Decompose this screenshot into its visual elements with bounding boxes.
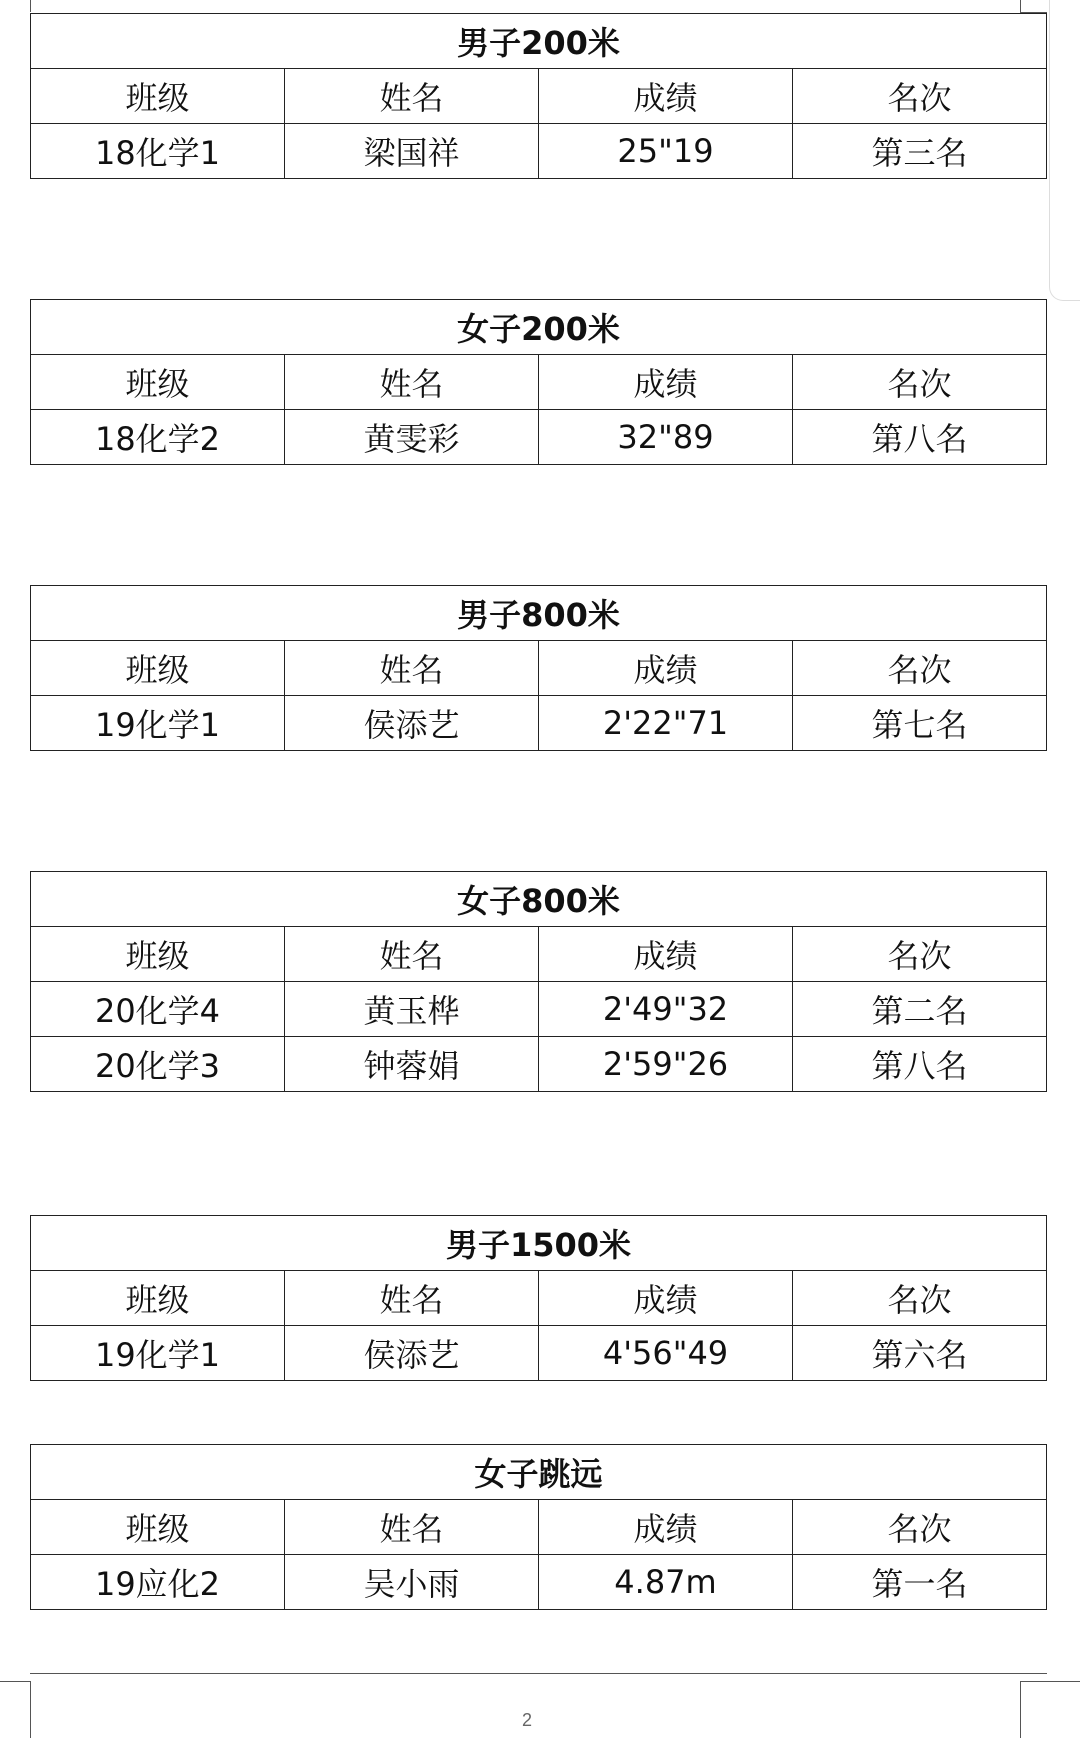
table-header-row xyxy=(31,1500,1047,1555)
header-name: 姓名 xyxy=(285,1500,539,1555)
table-title-row xyxy=(31,586,1047,641)
table-header-row xyxy=(31,927,1047,982)
header-result: 成绩 xyxy=(539,355,793,410)
cell-name: 黄玉桦 xyxy=(285,982,539,1037)
page-number: 2 xyxy=(521,1710,532,1730)
header-result: 成绩 xyxy=(539,1500,793,1555)
cell-class: 20化学3 xyxy=(31,1037,285,1092)
table-row xyxy=(31,1326,1047,1381)
table-title-row xyxy=(31,1445,1047,1500)
table-row xyxy=(31,1555,1047,1610)
table-title-row xyxy=(31,1216,1047,1271)
table-header-row xyxy=(31,355,1047,410)
event-title: 女子800米 xyxy=(31,872,1047,927)
cell-rank: 第三名 xyxy=(793,124,1047,179)
cell-rank: 第八名 xyxy=(793,410,1047,465)
cell-result: 2'22"71 xyxy=(539,696,793,751)
header-rank: 名次 xyxy=(793,1271,1047,1326)
header-result: 成绩 xyxy=(539,641,793,696)
cell-name: 侯添艺 xyxy=(285,1326,539,1381)
cell-rank: 第八名 xyxy=(793,1037,1047,1092)
cell-class: 20化学4 xyxy=(31,982,285,1037)
table-row xyxy=(31,1037,1047,1092)
table-row xyxy=(31,410,1047,465)
header-rank: 名次 xyxy=(793,1500,1047,1555)
cell-class: 19化学1 xyxy=(31,696,285,751)
cell-rank: 第二名 xyxy=(793,982,1047,1037)
table-header-row xyxy=(31,1271,1047,1326)
header-result: 成绩 xyxy=(539,69,793,124)
page-boundary-line xyxy=(30,1673,1047,1674)
results-table-womens-long-jump xyxy=(30,1444,1047,1610)
cell-result: 32"89 xyxy=(539,410,793,465)
cell-result: 2'49"32 xyxy=(539,982,793,1037)
cell-result: 2'59"26 xyxy=(539,1037,793,1092)
header-name: 姓名 xyxy=(285,927,539,982)
header-name: 姓名 xyxy=(285,641,539,696)
cell-rank: 第一名 xyxy=(793,1555,1047,1610)
header-result: 成绩 xyxy=(539,927,793,982)
cell-name: 吴小雨 xyxy=(285,1555,539,1610)
cell-name: 钟蓉娟 xyxy=(285,1037,539,1092)
table-title-row xyxy=(31,14,1047,69)
results-table-mens-1500m xyxy=(30,1215,1047,1381)
event-title: 男子800米 xyxy=(31,586,1047,641)
table-title-row xyxy=(31,872,1047,927)
event-title: 男子1500米 xyxy=(31,1216,1047,1271)
header-class: 班级 xyxy=(31,355,285,410)
table-row xyxy=(31,124,1047,179)
cell-name: 黄雯彩 xyxy=(285,410,539,465)
event-title: 女子跳远 xyxy=(31,1445,1047,1500)
cell-name: 侯添艺 xyxy=(285,696,539,751)
table-row xyxy=(31,982,1047,1037)
header-name: 姓名 xyxy=(285,1271,539,1326)
event-title: 男子200米 xyxy=(31,14,1047,69)
cell-result: 25"19 xyxy=(539,124,793,179)
header-class: 班级 xyxy=(31,641,285,696)
header-rank: 名次 xyxy=(793,641,1047,696)
header-name: 姓名 xyxy=(285,355,539,410)
results-table-mens-800m xyxy=(30,585,1047,751)
header-rank: 名次 xyxy=(793,355,1047,410)
results-table-womens-800m xyxy=(30,871,1047,1092)
results-table-mens-200m xyxy=(30,13,1047,179)
cell-result: 4'56"49 xyxy=(539,1326,793,1381)
results-table-womens-200m xyxy=(30,299,1047,465)
cell-class: 19应化2 xyxy=(31,1555,285,1610)
table-header-row xyxy=(31,69,1047,124)
header-class: 班级 xyxy=(31,1271,285,1326)
table-header-row xyxy=(31,641,1047,696)
header-name: 姓名 xyxy=(285,69,539,124)
cell-class: 18化学1 xyxy=(31,124,285,179)
header-class: 班级 xyxy=(31,69,285,124)
header-class: 班级 xyxy=(31,927,285,982)
header-rank: 名次 xyxy=(793,69,1047,124)
table-row xyxy=(31,696,1047,751)
cell-class: 19化学1 xyxy=(31,1326,285,1381)
cell-class: 18化学2 xyxy=(31,410,285,465)
cell-name: 梁国祥 xyxy=(285,124,539,179)
cell-rank: 第六名 xyxy=(793,1326,1047,1381)
crop-mark-top-left xyxy=(30,0,31,12)
header-result: 成绩 xyxy=(539,1271,793,1326)
header-class: 班级 xyxy=(31,1500,285,1555)
cell-result: 4.87m xyxy=(539,1555,793,1610)
scrollbar-track[interactable] xyxy=(1049,0,1080,301)
event-title: 女子200米 xyxy=(31,300,1047,355)
table-title-row xyxy=(31,300,1047,355)
header-rank: 名次 xyxy=(793,927,1047,982)
cell-rank: 第七名 xyxy=(793,696,1047,751)
crop-mark-top-right xyxy=(1020,0,1047,13)
